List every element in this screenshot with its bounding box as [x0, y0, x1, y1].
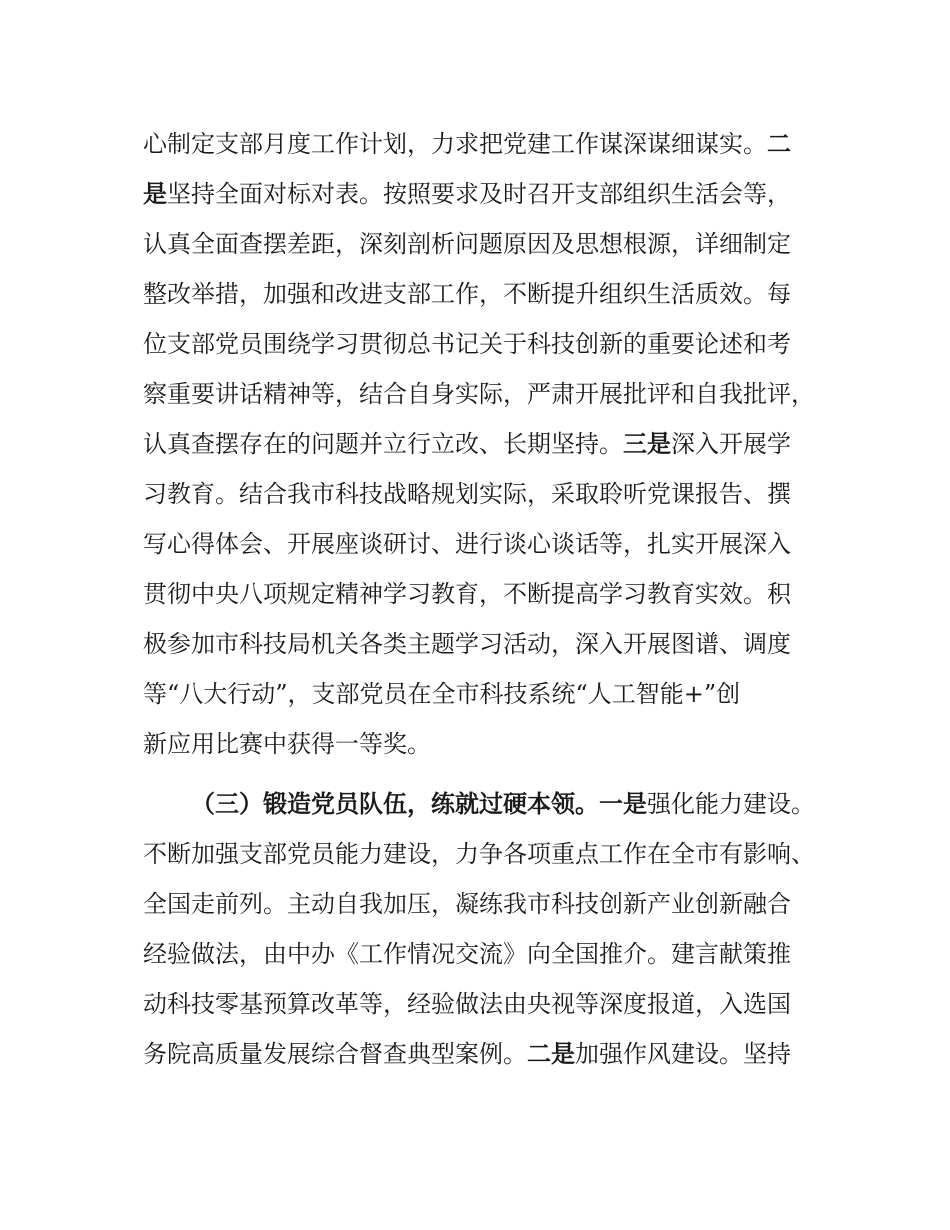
section-heading-line: （三）锻造党员队伍，练就过硬本领。一是强化能力建设。: [191, 789, 815, 818]
text-line: 位支部党员围绕学习贯彻总书记关于科技创新的重要论述和考: [143, 330, 791, 358]
text-line: 写心得体会、开展座谈研讨、进行谈心谈话等，扎实开展深入: [143, 530, 791, 558]
text-line: 习教育。结合我市科技战略规划实际，采取聆听党课报告、撰: [143, 480, 791, 508]
text-line: 极参加市科技局机关各类主题学习活动，深入开展图谱、调度: [143, 630, 791, 658]
text-line: 察重要讲话精神等，结合自身实际，严肃开展批评和自我批评，: [143, 380, 815, 408]
text-line: 经验做法，由中办《工作情况交流》向全国推介。建言献策推: [143, 940, 791, 968]
text-line: 认真全面查摆差距，深刻剖析问题原因及思想根源，详细制定: [143, 230, 791, 258]
text-line: 整改举措，加强和改进支部工作，不断提升组织生活质效。每: [143, 280, 791, 308]
emphasis-ordinal: 三是: [623, 429, 671, 458]
section-heading: （三）锻造党员队伍，练就过硬本领。: [191, 789, 599, 818]
text-line: 认真查摆存在的问题并立行立改、长期坚持。三是深入开展学: [143, 429, 791, 458]
text-line: 动科技零基预算改革等，经验做法由央视等深度报道，入选国: [143, 990, 791, 1018]
text-line: 不断加强支部党员能力建设，力争各项重点工作在全市有影响、: [143, 840, 815, 868]
emphasis-ordinal: 二是: [527, 1039, 575, 1068]
text-line: 是坚持全面对标对表。按照要求及时召开支部组织生活会等，: [143, 179, 791, 208]
text-line: 务院高质量发展综合督查典型案例。二是加强作风建设。坚持: [143, 1039, 791, 1068]
text-line: 等“八大行动”，支部党员在全市科技系统“人工智能+”创: [143, 680, 741, 708]
text-line: 新应用比赛中获得一等奖。: [143, 730, 431, 758]
emphasis-ordinal: 一是: [599, 789, 647, 818]
emphasis-ordinal: 二: [767, 129, 791, 158]
text-line: 全国走前列。主动自我加压，凝练我市科技创新产业创新融合: [143, 890, 791, 918]
text-line: 心制定支部月度工作计划，力求把党建工作谋深谋细谋实。二: [143, 129, 791, 158]
text-line: 贯彻中央八项规定精神学习教育，不断提高学习教育实效。积: [143, 580, 791, 608]
emphasis-ordinal: 是: [143, 179, 167, 208]
